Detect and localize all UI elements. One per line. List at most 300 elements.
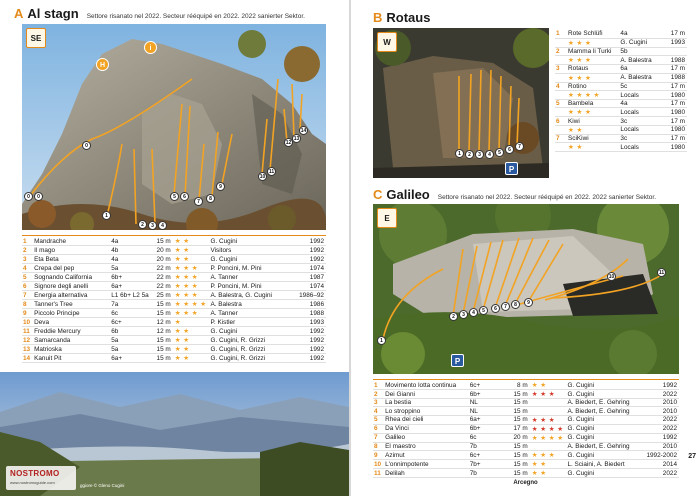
route-name: Deva	[32, 318, 109, 327]
route-row	[373, 415, 679, 424]
route-length: 15 m	[508, 415, 530, 424]
route-number: 9	[22, 309, 32, 318]
route-number-marker: 4	[469, 308, 478, 317]
route-length: 15 m	[508, 390, 530, 399]
route-name: Il mago	[32, 246, 109, 255]
route-stars: ★ ★	[566, 143, 618, 152]
route-length: 12 m	[151, 318, 173, 327]
route-row	[22, 300, 326, 309]
route-grade: 6a+	[468, 415, 508, 424]
route-year: 1992	[290, 354, 326, 363]
route-name: Matrioska	[32, 345, 109, 354]
route-name: Rotino	[566, 82, 618, 90]
route-row	[22, 327, 326, 336]
route-author: A. Balestra, G. Cugini	[208, 291, 290, 300]
route-number-marker: 3	[148, 221, 157, 230]
orientation-badge: W	[377, 32, 397, 52]
route-number-marker: 7	[194, 197, 203, 206]
route-name: Rhea dei cieli	[383, 415, 468, 424]
spacer-cell	[555, 143, 566, 152]
route-stars: ★ ★	[530, 381, 566, 390]
route-author: A. Biedert, E. Gehring	[565, 442, 640, 450]
route-year: 1992	[640, 381, 679, 390]
route-length: 17 m	[663, 100, 687, 108]
route-length: 20 m	[151, 255, 173, 264]
route-row	[22, 354, 326, 363]
route-year: 1993	[290, 318, 326, 327]
route-name: Rote Schlüfi	[566, 30, 618, 38]
route-number: 9	[373, 451, 383, 460]
route-row	[373, 442, 679, 450]
route-row	[22, 282, 326, 291]
route-length: 22 m	[151, 264, 173, 273]
route-author: P. Poncini, M. Pini	[208, 282, 290, 291]
section-title: Al stagn	[27, 6, 79, 21]
route-number: 14	[23, 354, 31, 362]
route-length: 12 m	[151, 327, 173, 336]
section-note: Settore risanato nel 2022. Secteur rééquipé en 2022. 2022 sanierter Sektor.	[86, 13, 305, 20]
route-author: G. Cugini, R. Grizzi	[208, 345, 290, 354]
route-number-marker: 0	[24, 192, 33, 201]
route-number: 10	[374, 460, 382, 468]
route-year: 1980	[663, 143, 687, 152]
route-name: Kiwi	[566, 117, 618, 125]
route-length: 15 m	[151, 336, 173, 345]
route-year: 1986	[290, 300, 326, 309]
route-author: A. Balestra	[618, 56, 662, 65]
route-length: 17 m	[663, 117, 687, 125]
spacer-cell	[555, 125, 566, 134]
route-number: 4	[373, 407, 383, 415]
route-name: Dei Gianni	[383, 390, 468, 399]
route-length	[663, 47, 687, 55]
route-number-marker: 2	[138, 220, 147, 229]
page-number: 27	[688, 453, 696, 460]
route-grade: 6c+	[468, 451, 508, 460]
route-stars: ★ ★ ★	[173, 282, 209, 291]
routes-table-rotaus	[555, 30, 687, 152]
route-author: A. Tanner	[208, 273, 290, 282]
route-row	[555, 65, 687, 73]
route-length: 15 m	[151, 300, 173, 309]
route-number-marker: 6	[491, 304, 500, 313]
route-row-detail	[555, 108, 687, 117]
route-number-marker: 1	[102, 211, 111, 220]
section-title: Galileo	[386, 187, 430, 202]
route-row	[373, 433, 679, 442]
route-row	[22, 264, 326, 273]
route-year: 1987	[290, 273, 326, 282]
route-stars: ★ ★	[530, 460, 566, 469]
route-number: 11	[373, 469, 383, 478]
route-stars: ★ ★ ★ ★	[174, 301, 207, 308]
route-row	[22, 336, 326, 345]
spacer-cell	[555, 73, 566, 82]
route-year: 2022	[640, 424, 679, 433]
route-stars: ★ ★ ★	[173, 264, 209, 273]
route-row	[22, 318, 326, 327]
route-number: 3	[22, 255, 32, 264]
section-letter: A	[14, 6, 24, 21]
crag-photo-galileo	[373, 204, 679, 374]
route-number: 6	[555, 117, 566, 125]
route-number-marker: 10	[259, 174, 266, 180]
parking-marker: P	[505, 162, 518, 175]
route-number: 8	[22, 300, 32, 309]
route-grade: 5b	[618, 47, 662, 55]
route-grade: 7b+	[468, 460, 508, 469]
route-year: 2010	[640, 442, 679, 450]
route-row-detail	[555, 38, 687, 47]
route-author: P. Poncini, M. Pini	[208, 264, 290, 273]
route-stars	[530, 399, 566, 407]
route-grade: 4a	[109, 255, 151, 264]
route-name: Sognando California	[32, 273, 109, 282]
route-name: Samarcanda	[32, 336, 109, 345]
route-grade: 7b	[468, 442, 508, 450]
route-name: Tanner's Tree	[32, 300, 109, 309]
route-length: 17 m	[663, 30, 687, 38]
route-length: 15 m	[508, 469, 530, 478]
logo-text: NOSTROMO	[10, 469, 60, 478]
orientation-badge: E	[377, 208, 397, 228]
route-number-marker: 5	[479, 306, 488, 315]
route-stars: ★ ★ ★ ★	[566, 91, 618, 100]
route-name: SciKiwi	[566, 134, 618, 142]
route-stars	[530, 442, 566, 450]
route-stars: ★ ★	[173, 255, 209, 264]
route-stars: ★ ★ ★	[173, 309, 209, 318]
route-row	[22, 273, 326, 282]
route-row	[22, 345, 326, 354]
route-name: Mamma li Turki	[566, 47, 618, 55]
route-number-marker: 9	[216, 182, 225, 191]
route-year: 1988	[290, 309, 326, 318]
route-number-marker: 0	[82, 141, 91, 150]
route-name: Movimento lotta continua	[383, 381, 468, 390]
route-author: G. Cugini	[208, 327, 290, 336]
route-name: Lo stroppino	[383, 407, 468, 415]
route-row-detail	[555, 56, 687, 65]
route-stars: ★ ★	[173, 345, 209, 354]
route-year: 1988	[663, 56, 687, 65]
route-grade: 3c	[618, 117, 662, 125]
route-grade: 6c	[468, 433, 508, 442]
route-stars: ★ ★ ★	[566, 108, 618, 117]
route-grade: 5a	[109, 264, 151, 273]
route-stars: ★ ★ ★ ★	[531, 434, 564, 442]
route-row	[373, 399, 679, 407]
left-page	[0, 0, 349, 496]
route-number: 5	[373, 415, 383, 424]
route-number: 1	[373, 381, 383, 390]
route-length: 8 m	[508, 381, 530, 390]
route-year: 1992	[290, 327, 326, 336]
route-year: 1992	[290, 336, 326, 345]
parking-marker: P	[451, 354, 464, 367]
route-stars: ★ ★ ★	[566, 73, 618, 82]
route-grade: NL	[468, 399, 508, 407]
route-name: Freddie Mercury	[32, 327, 109, 336]
route-number: 2	[22, 246, 32, 255]
route-author: Locals	[618, 125, 662, 134]
route-author: A. Tanner	[208, 309, 290, 318]
route-stars: ★ ★ ★	[566, 38, 618, 47]
route-row-detail	[555, 91, 687, 100]
publisher-logo	[6, 466, 76, 490]
route-number-marker: 5	[495, 148, 504, 157]
route-number-marker: 5	[170, 192, 179, 201]
route-grade: L1 6b+ L2 5a	[111, 291, 149, 299]
route-number: 1	[22, 237, 32, 246]
route-stars: ★ ★	[173, 246, 209, 255]
route-year: 2022	[640, 469, 679, 478]
route-grade: 7a	[109, 300, 151, 309]
route-grade: 4a	[109, 237, 151, 246]
route-year: 1993	[663, 38, 687, 47]
route-year: 1992-2002	[640, 451, 679, 460]
route-name: Kanuit Pit	[32, 354, 109, 363]
route-name: L'onnimpotente	[383, 460, 468, 469]
route-number-marker: 9	[524, 298, 533, 307]
section-header-rotaus	[373, 10, 430, 25]
section-letter: B	[373, 10, 383, 25]
route-year: 1992	[290, 345, 326, 354]
route-stars: ★ ★	[173, 327, 209, 336]
route-number: 7	[373, 433, 383, 442]
route-number: 1	[555, 30, 566, 38]
footer-location: Arcegno	[513, 480, 538, 486]
route-author: Visitors	[208, 246, 290, 255]
route-number: 13	[23, 345, 31, 353]
route-name: El maestro	[383, 442, 468, 450]
route-length: 22 m	[151, 273, 173, 282]
route-grade: 6a	[618, 65, 662, 73]
route-author: A. Biedert, E. Gehring	[565, 399, 640, 407]
route-name: Delilah	[383, 469, 468, 478]
route-row	[373, 390, 679, 399]
route-length: 17 m	[508, 424, 530, 433]
routes-table-al-stagn	[22, 237, 326, 363]
route-number: 4	[555, 82, 566, 90]
right-page	[351, 0, 700, 496]
route-number-marker: 3	[459, 310, 468, 319]
hut-marker: H	[96, 58, 109, 71]
route-row	[22, 255, 326, 264]
route-length: 15 m	[508, 407, 530, 415]
route-name: Signore degli anelli	[32, 282, 109, 291]
route-author: G. Cugini	[565, 390, 640, 399]
route-year: 2010	[640, 407, 679, 415]
route-number-marker: 6	[180, 192, 189, 201]
route-grade: 4a	[618, 30, 662, 38]
section-title: Rotaus	[386, 10, 431, 25]
route-number: 6	[22, 282, 32, 291]
section-note: Settore risanato nel 2022. Secteur rééquipé en 2022. 2022 sanierter Sektor.	[437, 194, 657, 201]
route-name: Azimut	[383, 451, 468, 460]
route-year: 1980	[663, 108, 687, 117]
route-grade: 4a	[618, 100, 662, 108]
route-number-marker: 13	[293, 136, 300, 142]
route-row	[555, 82, 687, 90]
route-number: 10	[23, 318, 31, 326]
route-year: 1992	[640, 433, 679, 442]
route-author: Locals	[618, 91, 662, 100]
route-number-marker: 7	[515, 142, 524, 151]
route-author: G. Cugini	[565, 451, 640, 460]
route-row-detail	[555, 73, 687, 82]
spacer-cell	[555, 91, 566, 100]
route-length: 20 m	[508, 433, 530, 442]
route-year: 1992	[290, 255, 326, 264]
route-number-marker: 14	[300, 128, 307, 134]
route-row	[373, 381, 679, 390]
route-row	[555, 134, 687, 142]
route-number: 6	[373, 424, 383, 433]
route-year: 1992	[290, 246, 326, 255]
route-row	[555, 117, 687, 125]
logo-subtext: www.nostromoguide.com	[10, 480, 55, 485]
route-number: 12	[23, 336, 31, 344]
route-length: 15 m	[151, 237, 173, 246]
route-row	[555, 30, 687, 38]
route-grade: 6c+	[109, 318, 151, 327]
route-year: 1992	[290, 237, 326, 246]
section-header-galileo	[373, 187, 656, 202]
route-number: 5	[22, 273, 32, 282]
route-grade: 6b+	[109, 273, 151, 282]
section-letter: C	[373, 187, 383, 202]
route-year: 1980	[663, 125, 687, 134]
route-length: 15 m	[508, 399, 530, 407]
photo-caption: ggiore © Gleno Cugini	[80, 483, 125, 488]
route-grade: 6c	[109, 309, 151, 318]
route-row	[373, 407, 679, 415]
route-author: G. Cugini	[618, 38, 662, 47]
route-stars	[530, 407, 566, 415]
route-name: Crepa del pep	[32, 264, 109, 273]
route-row	[22, 237, 326, 246]
route-length: 15 m	[508, 442, 530, 450]
route-year: 1974	[290, 264, 326, 273]
route-number-marker: 3	[475, 150, 484, 159]
route-number: 3	[555, 65, 566, 73]
route-stars: ★ ★	[173, 354, 209, 363]
route-length: 25 m	[151, 291, 173, 300]
route-stars: ★ ★ ★ ★	[531, 425, 564, 433]
rock-photo-illustration	[373, 204, 679, 374]
route-name: Mandrache	[32, 237, 109, 246]
route-number-marker: 6	[505, 145, 514, 154]
route-row	[373, 424, 679, 433]
route-grade: 6a+	[109, 282, 151, 291]
route-name: Rotaus	[566, 65, 618, 73]
route-number: 11	[22, 327, 32, 336]
route-length: 15 m	[508, 451, 530, 460]
route-year: 1988	[663, 73, 687, 82]
route-year: 2022	[640, 390, 679, 399]
route-number-marker: 0	[34, 192, 43, 201]
route-stars: ★	[173, 318, 209, 327]
route-number-marker: 10	[608, 274, 615, 280]
routes-table-galileo	[373, 381, 679, 478]
route-length: 15 m	[508, 460, 530, 469]
route-length: 17 m	[663, 65, 687, 73]
route-length: 15 m	[151, 354, 173, 363]
route-author: G. Cugini	[565, 415, 640, 424]
crag-photo-al-stagn	[22, 24, 326, 230]
route-stars: ★ ★	[173, 237, 209, 246]
route-grade: 5c	[618, 82, 662, 90]
route-stars: ★ ★	[173, 336, 209, 345]
route-year: 1980	[663, 91, 687, 100]
route-name: Da Vinci	[383, 424, 468, 433]
route-number: 8	[373, 442, 383, 450]
route-number-marker: 12	[285, 140, 292, 146]
route-stars: ★ ★ ★	[530, 451, 566, 460]
route-name: Eta Beta	[32, 255, 109, 264]
route-length: 15 m	[151, 309, 173, 318]
section-header-al-stagn	[14, 6, 305, 21]
crag-photo-rotaus	[373, 28, 549, 178]
route-number: 2	[373, 390, 383, 399]
route-row	[373, 451, 679, 460]
route-number-marker: 1	[377, 336, 386, 345]
route-stars: ★ ★	[566, 125, 618, 134]
route-name: Piccolo Principe	[32, 309, 109, 318]
route-grade: 5a	[109, 345, 151, 354]
route-number-marker: 4	[485, 150, 494, 159]
route-number-marker: 4	[158, 221, 167, 230]
route-number-marker: 11	[658, 270, 665, 276]
route-row-detail	[555, 143, 687, 152]
route-length: 17 m	[663, 82, 687, 90]
route-stars: ★ ★ ★	[173, 273, 209, 282]
route-grade: NL	[468, 407, 508, 415]
route-grade: 7b	[468, 469, 508, 478]
route-grade: 5a	[109, 336, 151, 345]
route-grade: 4b	[109, 246, 151, 255]
route-author: G. Cugini	[565, 433, 640, 442]
route-length: 15 m	[151, 345, 173, 354]
route-number-marker: 8	[511, 300, 520, 309]
route-author: G. Cugini	[208, 255, 290, 264]
route-row	[22, 291, 326, 300]
route-author: Locals	[618, 108, 662, 117]
route-row	[373, 469, 679, 478]
orientation-badge: SE	[26, 28, 46, 48]
route-author: L. Sciaini, A. Biedert	[565, 460, 640, 469]
table-rule	[22, 235, 326, 236]
route-author: A. Balestra	[208, 300, 290, 309]
route-name: Energia alternativa	[32, 291, 109, 300]
route-name: Galileo	[383, 433, 468, 442]
route-row	[22, 246, 326, 255]
route-length: 17 m	[663, 134, 687, 142]
route-grade: 3c	[618, 134, 662, 142]
route-length: 22 m	[151, 282, 173, 291]
route-grade: 6b+	[468, 424, 508, 433]
info-marker: i	[144, 41, 157, 54]
route-row	[555, 47, 687, 55]
route-stars: ★ ★ ★	[530, 390, 566, 399]
route-number-marker: 11	[268, 169, 275, 175]
table-rule	[373, 379, 679, 380]
route-name: Bambela	[566, 100, 618, 108]
route-stars: ★ ★ ★	[530, 415, 566, 424]
route-number: 7	[555, 134, 566, 142]
route-author: G. Cugini	[565, 424, 640, 433]
